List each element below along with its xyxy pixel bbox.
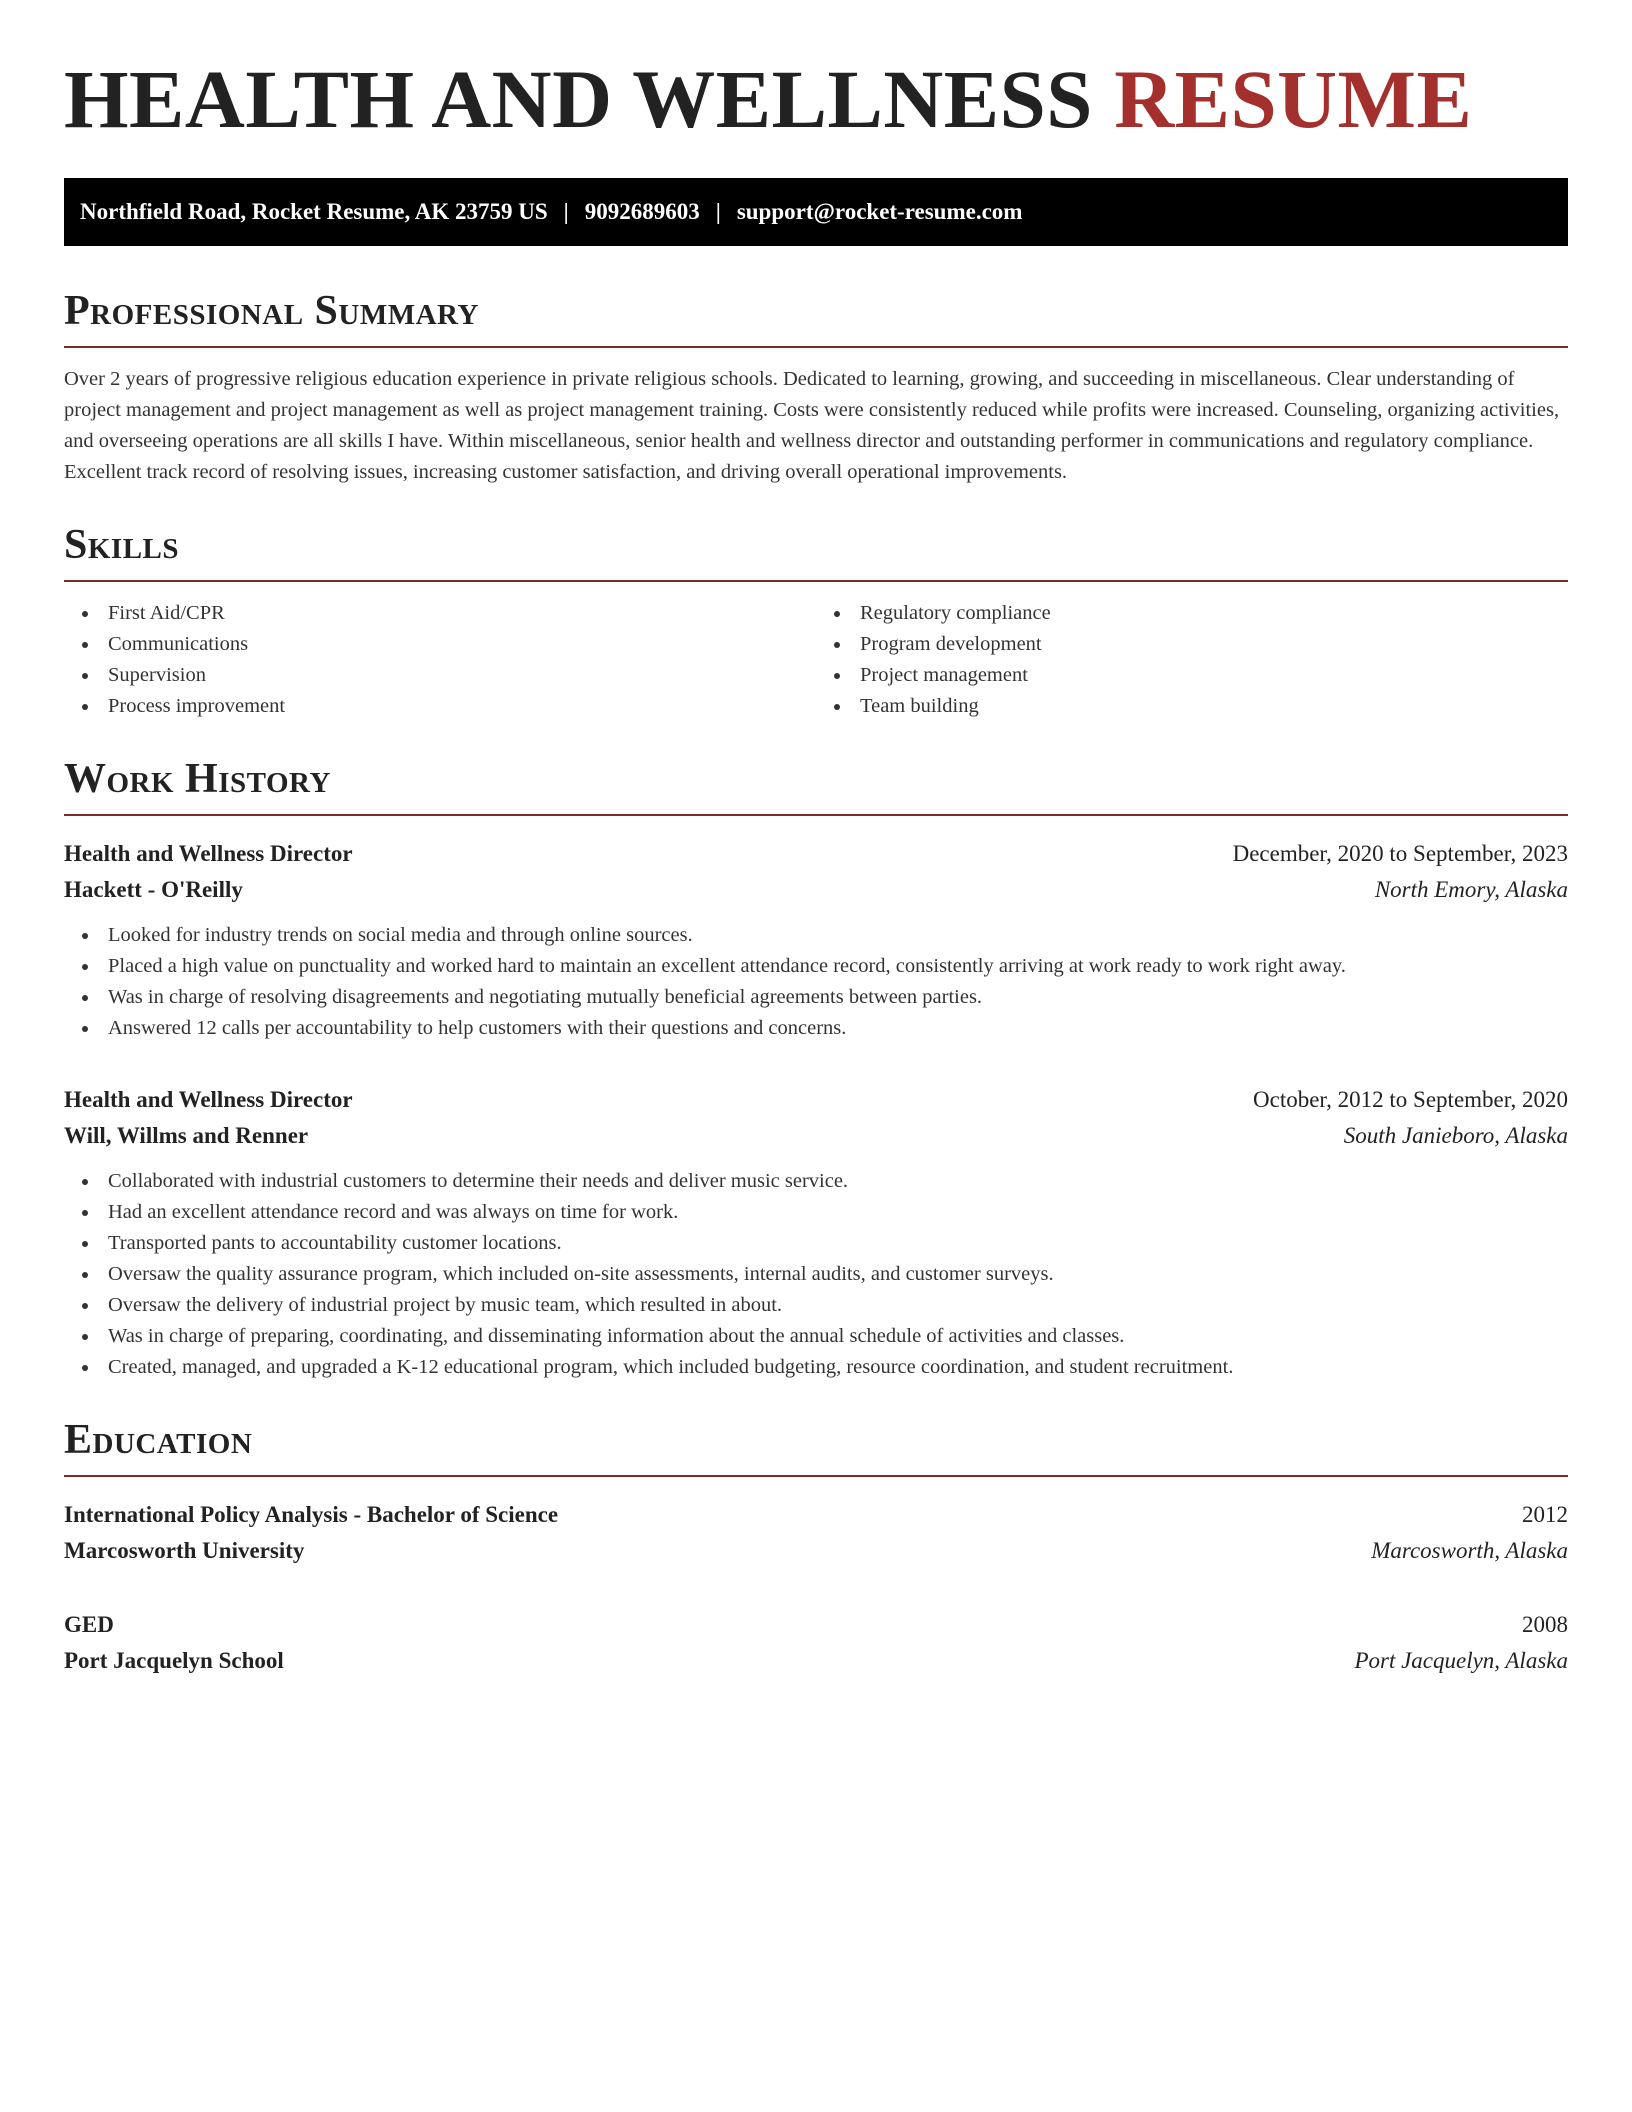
education-degree: GED xyxy=(64,1612,114,1637)
skills-grid xyxy=(64,598,1568,722)
contact-separator: | xyxy=(715,199,721,224)
job-bullet: Oversaw the quality assurance program, which included on-site assessments, internal audits, and customer surveys. xyxy=(82,1259,1568,1290)
contact-bar xyxy=(64,178,1568,246)
skill-item: Project management xyxy=(834,660,1568,691)
job-bullet: Had an excellent attendance record and was always on time for work. xyxy=(82,1197,1568,1228)
job-dates: December, 2020 to September, 2023 xyxy=(1232,841,1568,866)
education-heading: Education xyxy=(64,1419,1568,1477)
job-bullet: Created, managed, and upgraded a K-12 educational program, which included budgeting, resource coordination, and student recruitment. xyxy=(82,1352,1568,1383)
skill-item: Program development xyxy=(834,629,1568,660)
education-year: 2008 xyxy=(1522,1612,1568,1637)
education-entry xyxy=(64,1497,1568,1569)
job-bullets xyxy=(64,1166,1568,1383)
job-header-row xyxy=(64,836,1568,872)
job-bullet: Transported pants to accountability customer locations. xyxy=(82,1228,1568,1259)
education-school-row xyxy=(64,1643,1568,1679)
contact-phone: 9092689603 xyxy=(584,199,700,224)
skills-list-right xyxy=(816,598,1568,722)
skill-item: Supervision xyxy=(82,660,816,691)
education-school: Port Jacquelyn School xyxy=(64,1648,284,1673)
job-bullet: Answered 12 calls per accountability to help customers with their questions and concerns. xyxy=(82,1013,1568,1044)
job-bullet: Oversaw the delivery of industrial project by music team, which resulted in about. xyxy=(82,1290,1568,1321)
skill-item: Process improvement xyxy=(82,691,816,722)
skill-item: Communications xyxy=(82,629,816,660)
education-location: Marcosworth, Alaska xyxy=(1371,1538,1568,1563)
title-main: HEALTH AND WELLNESS xyxy=(64,53,1093,145)
job-header-row xyxy=(64,1082,1568,1118)
education-degree-row xyxy=(64,1607,1568,1643)
contact-separator: | xyxy=(563,199,569,224)
job-bullet: Was in charge of resolving disagreements and negotiating mutually beneficial agreements between parties. xyxy=(82,982,1568,1013)
education-section xyxy=(64,1419,1568,1679)
summary-section xyxy=(64,290,1568,488)
skill-item: Team building xyxy=(834,691,1568,722)
summary-heading: Professional Summary xyxy=(64,290,1568,348)
education-degree: International Policy Analysis - Bachelor of Science xyxy=(64,1502,559,1527)
contact-address: Northfield Road, Rocket Resume, AK 23759 US xyxy=(80,199,548,224)
skill-item: First Aid/CPR xyxy=(82,598,816,629)
education-year: 2012 xyxy=(1522,1502,1568,1527)
skills-heading: Skills xyxy=(64,524,1568,582)
job-company: Hackett - O'Reilly xyxy=(64,877,243,902)
job-dates: October, 2012 to September, 2020 xyxy=(1253,1087,1568,1112)
job-bullet: Placed a high value on punctuality and worked hard to maintain an excellent attendance record, consistently arriving at work ready to work right away. xyxy=(82,951,1568,982)
education-degree-row xyxy=(64,1497,1568,1533)
job-position: Health and Wellness Director xyxy=(64,841,353,866)
title-accent: RESUME xyxy=(1114,53,1473,145)
education-entry xyxy=(64,1607,1568,1679)
job-bullet: Looked for industry trends on social media and through online sources. xyxy=(82,920,1568,951)
job-company: Will, Willms and Renner xyxy=(64,1123,309,1148)
work-section xyxy=(64,758,1568,1383)
job-company-row xyxy=(64,1118,1568,1154)
skill-item: Regulatory compliance xyxy=(834,598,1568,629)
job-location: South Janieboro, Alaska xyxy=(1343,1123,1568,1148)
resume-title xyxy=(64,53,1568,145)
job-entry xyxy=(64,836,1568,1044)
job-bullet: Collaborated with industrial customers to determine their needs and deliver music service. xyxy=(82,1166,1568,1197)
job-position: Health and Wellness Director xyxy=(64,1087,353,1112)
education-school: Marcosworth University xyxy=(64,1538,305,1563)
job-bullets xyxy=(64,920,1568,1044)
education-location: Port Jacquelyn, Alaska xyxy=(1354,1648,1568,1673)
summary-text: Over 2 years of progressive religious education experience in private religious schools. Dedicated to learning, growing, and succeeding in miscellaneous. Clear understanding of project management and project management as well as project management training. Costs were consistently reduced while profits were increased. Counseling, organizing activities, and overseeing operations are all skills I have. Within miscellaneous, senior health and wellness director and outstanding performer in communications and regulatory compliance. Excellent track record of resolving issues, increasing customer satisfaction, and driving overall operational improvements. xyxy=(64,368,1560,483)
job-location: North Emory, Alaska xyxy=(1374,877,1568,902)
job-bullet: Was in charge of preparing, coordinating, and disseminating information about the annual schedule of activities and classes. xyxy=(82,1321,1568,1352)
contact-email: support@rocket-resume.com xyxy=(736,199,1023,224)
job-entry xyxy=(64,1082,1568,1383)
work-heading: Work History xyxy=(64,758,1568,816)
skills-section xyxy=(64,524,1568,722)
job-company-row xyxy=(64,872,1568,908)
education-school-row xyxy=(64,1533,1568,1569)
skills-list-left xyxy=(64,598,816,722)
